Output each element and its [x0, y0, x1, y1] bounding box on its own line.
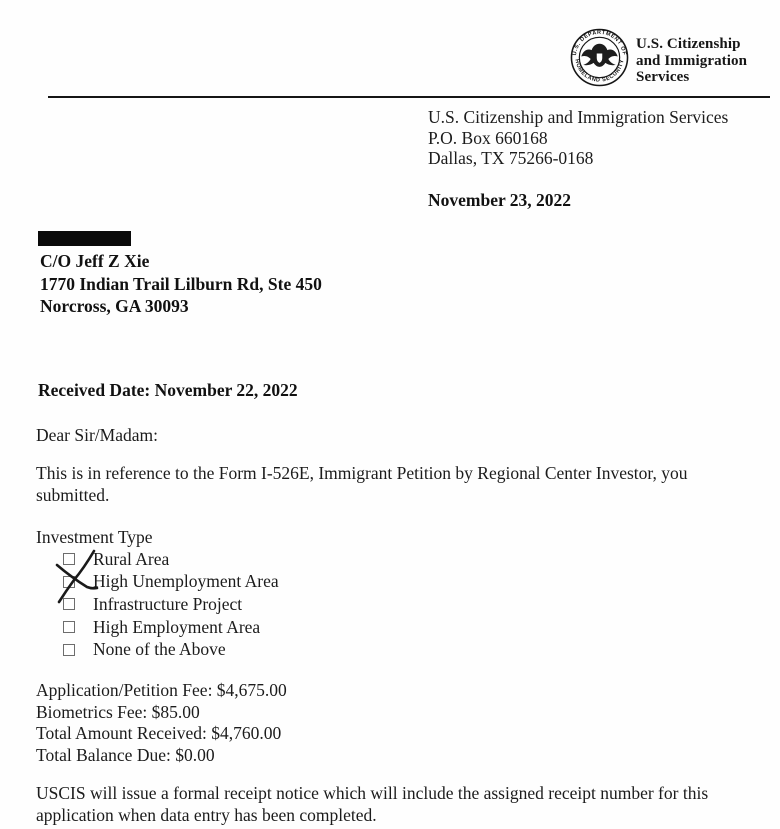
sender-po-box: P.O. Box 660168 [428, 127, 548, 148]
uscis-wordmark [636, 36, 747, 86]
recipient-care-of: C/O Jeff Z Xie [40, 251, 150, 271]
sender-name: U.S. Citizenship and Immigration Services [428, 107, 729, 127]
checkbox [63, 576, 75, 588]
investment-option-row [36, 571, 279, 594]
investment-option-row [36, 593, 279, 616]
fee-line: Total Amount Received: $4,760.00 [36, 723, 282, 744]
sender-city-line: Dallas, TX 75266-0168 [428, 148, 594, 168]
fee-line: Application/Petition Fee: $4,675.00 [36, 680, 287, 700]
letter-date: November 23, 2022 [428, 190, 572, 210]
intro-paragraph: This is in reference to the Form I-526E, Immigrant Petition by Regional Center Investor, you submitted. [36, 463, 688, 505]
investment-option-row [36, 548, 279, 571]
option-label: High Employment Area [93, 616, 261, 637]
option-label: High Unemployment Area [93, 571, 279, 592]
recipient-street: 1770 Indian Trail Lilburn Rd, Ste 450 [40, 273, 322, 294]
option-label: Rural Area [93, 548, 170, 569]
sender-address-block [428, 107, 728, 169]
letterhead-divider [48, 96, 770, 98]
investment-option-row [36, 638, 279, 661]
seal-text-bottom: HOMELAND SECURITY [573, 58, 626, 84]
checkbox [63, 553, 75, 565]
wordmark-line-2: and Immigration [636, 52, 748, 69]
redaction-bar [38, 231, 131, 246]
option-label: None of the Above [93, 639, 226, 660]
fee-line: Biometrics Fee: $85.00 [36, 701, 200, 722]
fees-block [36, 680, 287, 766]
checkbox [63, 621, 75, 633]
checkbox [63, 644, 75, 656]
option-label: Infrastructure Project [93, 593, 243, 614]
investment-option-row [36, 616, 279, 639]
wordmark-line-1: U.S. Citizenship [636, 36, 741, 52]
wordmark-line-3: Services [636, 69, 690, 85]
recipient-city-line: Norcross, GA 30093 [40, 296, 189, 316]
fee-line: Total Balance Due: $0.00 [36, 744, 215, 765]
investment-options-list [36, 548, 279, 661]
seal-text-top: U.S. DEPARTMENT OF [571, 29, 628, 57]
investment-type-heading: Investment Type [36, 527, 153, 547]
received-date-line: Received Date: November 22, 2022 [38, 380, 298, 400]
dhs-seal-icon [570, 28, 629, 87]
checkbox [63, 598, 75, 610]
salutation: Dear Sir/Madam: [36, 425, 158, 445]
recipient-address-block [40, 250, 322, 318]
closing-paragraph: USCIS will issue a formal receipt notice which will include the assigned receipt number for this application when data entry has been completed. [36, 783, 709, 825]
